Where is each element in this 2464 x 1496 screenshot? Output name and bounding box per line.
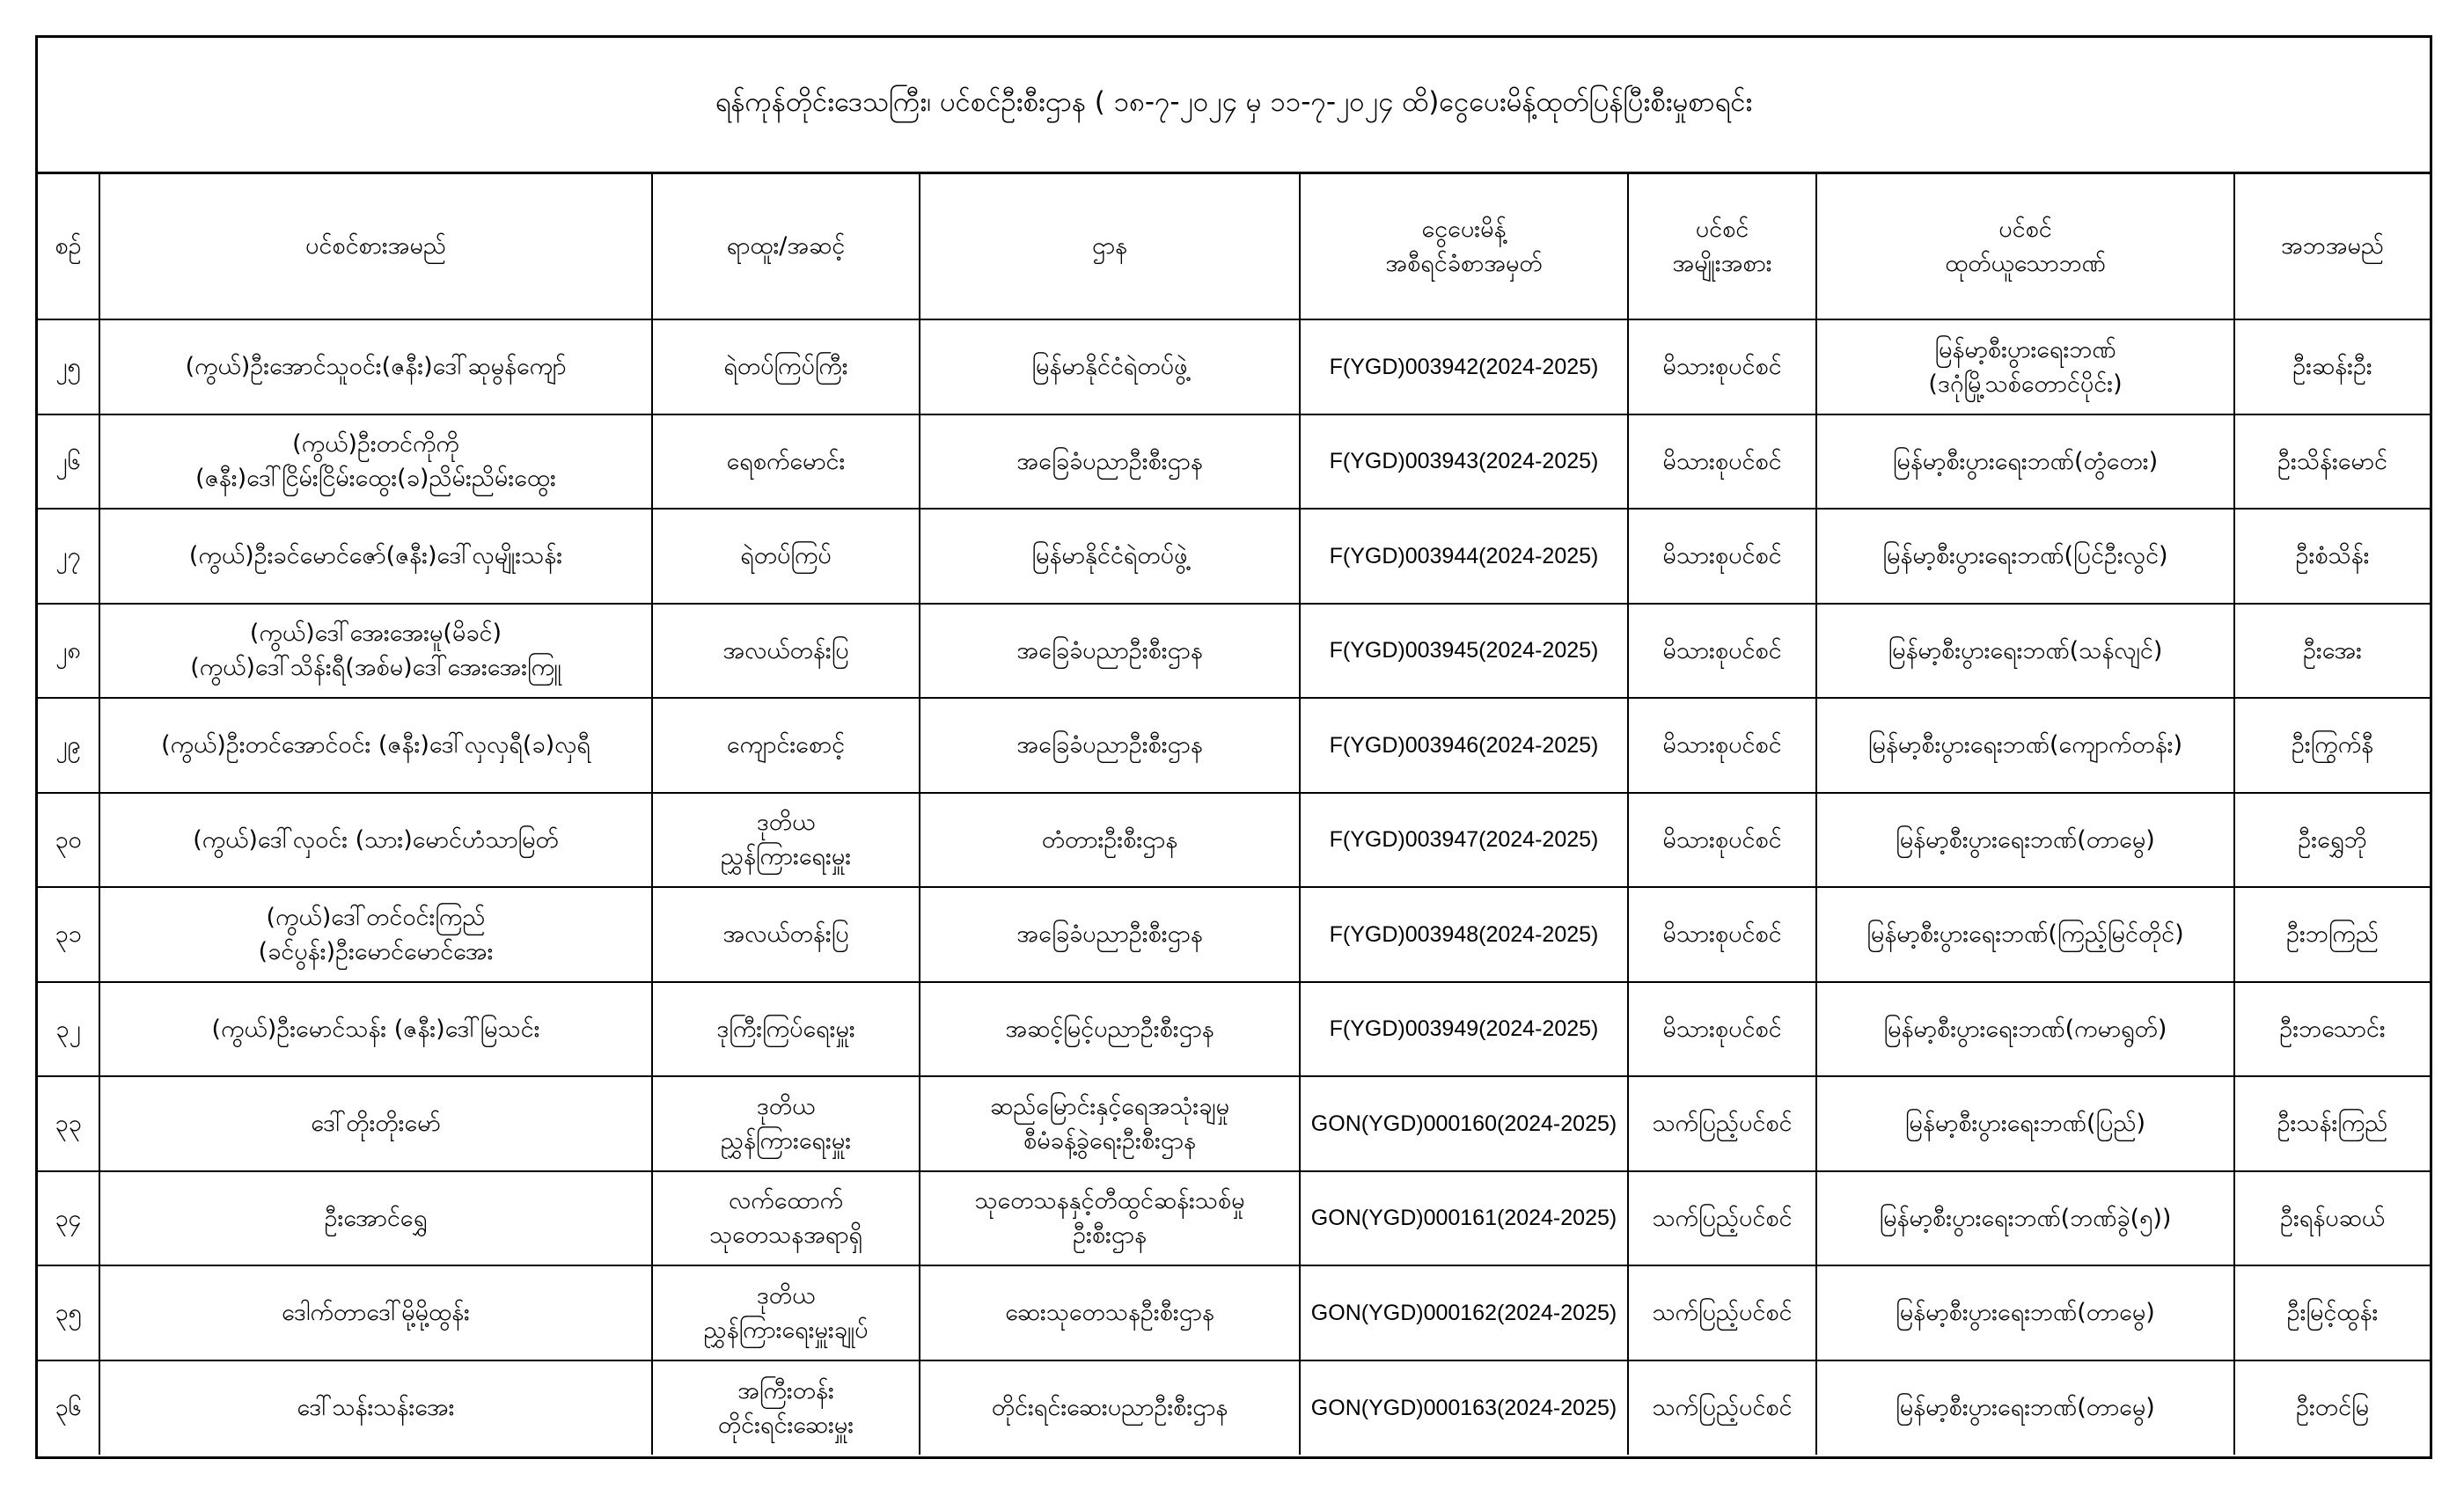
cell-bank xyxy=(1816,698,2234,793)
cell-department-line: စီမံခန့်ခွဲရေးဦးစီးဌာန xyxy=(1023,1126,1196,1155)
table-header-row xyxy=(38,174,2430,319)
cell-bank-line: မြန်မာ့စီးပွားရေးဘဏ် xyxy=(1934,335,2116,363)
cell-order-number: GON(YGD)000163(2024-2025) xyxy=(1300,1360,1628,1456)
cell-pensioner-name-line: (ကွယ်)ဦးမောင်သန်း (ဇနီး)ဒေါ်မြသင်း xyxy=(211,1015,540,1043)
cell-bank-line: မြန်မာ့စီးပွားရေးဘဏ်(ပြင်ဦးလွင်) xyxy=(1882,542,2168,570)
cell-bank xyxy=(1816,509,2234,604)
cell-rank-line: ဒုကြီးကြပ်ရေးမှူး xyxy=(716,1015,855,1043)
cell-rank xyxy=(652,319,920,414)
cell-pension-type: သက်ပြည့်ပင်စင် xyxy=(1628,1076,1816,1171)
cell-department xyxy=(920,1076,1300,1171)
cell-order-number: GON(YGD)000160(2024-2025) xyxy=(1300,1076,1628,1171)
cell-rank-line: ရဲတပ်ကြပ်ကြီး xyxy=(723,353,848,381)
cell-father-name: ဦးတင်မြ xyxy=(2234,1360,2430,1456)
cell-rank-line: အကြီးတန်း xyxy=(737,1376,834,1404)
cell-rank-line: ညွှန်ကြားရေးမှူးချုပ် xyxy=(703,1316,869,1344)
cell-rank xyxy=(652,1360,920,1456)
cell-father-name: ဦးမြင့်ထွန်း xyxy=(2234,1265,2430,1360)
cell-order-number: F(YGD)003946(2024-2025) xyxy=(1300,698,1628,793)
cell-pension-type: မိသားစုပင်စင် xyxy=(1628,509,1816,604)
cell-order-number: F(YGD)003945(2024-2025) xyxy=(1300,604,1628,699)
cell-department-line: အခြေခံပညာဦးစီးဌာန xyxy=(1016,447,1203,475)
cell-department xyxy=(920,793,1300,888)
table-body xyxy=(38,319,2430,1455)
header-name-line: ပင်စင်စားအမည် xyxy=(305,232,446,260)
cell-bank-line: မြန်မာ့စီးပွားရေးဘဏ်(တာမွေ) xyxy=(1896,1394,2155,1422)
cell-father-name: ဦးအေး xyxy=(2234,604,2430,699)
header-father-name xyxy=(2234,174,2430,319)
cell-rank xyxy=(652,1076,920,1171)
cell-rank-line: သုတေသနအရာရှိ xyxy=(708,1221,863,1250)
table-row xyxy=(38,1171,2430,1266)
cell-rank xyxy=(652,698,920,793)
cell-pension-type: မိသားစုပင်စင် xyxy=(1628,793,1816,888)
header-bank-line: ထုတ်ယူသောဘဏ် xyxy=(1945,250,2106,277)
cell-order-number: F(YGD)003944(2024-2025) xyxy=(1300,509,1628,604)
cell-bank xyxy=(1816,793,2234,888)
cell-pensioner-name-line: (ကွယ်)ဒေါ်အေးအေးမူ(မိခင်) xyxy=(249,620,502,648)
cell-department xyxy=(920,1171,1300,1266)
cell-no: ၃၂ xyxy=(38,982,99,1077)
cell-pensioner-name xyxy=(99,604,652,699)
cell-bank-line: မြန်မာ့စီးပွားရေးဘဏ်(တာမွေ) xyxy=(1896,825,2155,854)
cell-department-line: တံတားဦးစီးဌာန xyxy=(1041,825,1178,854)
cell-department-line: အခြေခံပညာဦးစီးဌာန xyxy=(1016,920,1203,949)
cell-order-number: F(YGD)003942(2024-2025) xyxy=(1300,319,1628,414)
cell-father-name: ဦးကြွက်နီ xyxy=(2234,698,2430,793)
cell-bank-line: မြန်မာ့စီးပွားရေးဘဏ်(ဘဏ်ခွဲ(၅)) xyxy=(1879,1204,2172,1232)
header-department xyxy=(920,174,1300,319)
cell-bank-line: မြန်မာ့စီးပွားရေးဘဏ်(တာမွေ) xyxy=(1896,1299,2155,1327)
cell-rank-line: တိုင်းရင်းဆေးမှူး xyxy=(717,1411,854,1439)
cell-rank xyxy=(652,887,920,982)
table-row xyxy=(38,887,2430,982)
header-no xyxy=(38,174,99,319)
cell-pensioner-name-line: (ခင်ပွန်း)ဦးမောင်မောင်အေး xyxy=(258,937,494,965)
cell-department-line: ဆည်မြောင်းနှင့်ရေအသုံးချမှု xyxy=(989,1092,1229,1120)
cell-pensioner-name-line: (ကွယ်)ဒေါ်တင်ဝင်းကြည် xyxy=(266,903,486,931)
table-row xyxy=(38,604,2430,699)
cell-department-line: သုတေသနနှင့်တီထွင်ဆန်းသစ်မှု xyxy=(974,1187,1245,1215)
cell-no: ၃၀ xyxy=(38,793,99,888)
cell-bank xyxy=(1816,1265,2234,1360)
cell-pensioner-name-line: (ကွယ်)ဒေါ်သိန်းရီ(အစ်မ)ဒေါ်အေးအေးကြူ xyxy=(190,654,561,682)
cell-no: ၂၅ xyxy=(38,319,99,414)
table-row xyxy=(38,1360,2430,1456)
cell-rank xyxy=(652,414,920,510)
cell-father-name: ဦးစံသိန်း xyxy=(2234,509,2430,604)
cell-pensioner-name-line: ဒေါ်တိုးတိုးမော် xyxy=(311,1110,441,1138)
cell-pension-type: မိသားစုပင်စင် xyxy=(1628,982,1816,1077)
cell-department-line: မြန်မာနိုင်ငံရဲတပ်ဖွဲ့ xyxy=(1031,353,1188,381)
cell-rank-line: ရေစက်မောင်း xyxy=(726,447,846,475)
pension-table xyxy=(38,174,2430,1455)
cell-rank xyxy=(652,982,920,1077)
cell-pensioner-name-line: ဦးအောင်ရွှေ xyxy=(324,1204,428,1232)
cell-rank-line: ရဲတပ်ကြပ် xyxy=(740,542,832,570)
cell-bank-line: မြန်မာ့စီးပွားရေးဘဏ်(ကမာရွတ်) xyxy=(1883,1015,2167,1043)
cell-pension-type: သက်ပြည့်ပင်စင် xyxy=(1628,1171,1816,1266)
cell-no: ၂၈ xyxy=(38,604,99,699)
cell-pensioner-name-line: (ကွယ်)ဦးခင်မောင်ဇော်(ဇနီး)ဒေါ်လှမျိုးသန်း xyxy=(188,542,563,570)
table-row xyxy=(38,414,2430,510)
header-rank-line: ရာထူး/အဆင့် xyxy=(726,232,846,260)
cell-rank xyxy=(652,1265,920,1360)
table-row xyxy=(38,982,2430,1077)
cell-bank-line: (ဒဂုံမြို့သစ်တောင်ပိုင်း) xyxy=(1928,370,2123,398)
header-order-number-line: ငွေပေးမိန့် xyxy=(1421,215,1507,243)
cell-pensioner-name xyxy=(99,509,652,604)
header-department-line: ဌာန xyxy=(1091,232,1128,260)
header-bank-line: ပင်စင် xyxy=(1998,215,2052,243)
cell-rank xyxy=(652,1171,920,1266)
cell-pension-type: သက်ပြည့်ပင်စင် xyxy=(1628,1265,1816,1360)
cell-pensioner-name-line: ဒေါက်တာဒေါ်မို့မို့ထွန်း xyxy=(282,1299,470,1327)
cell-father-name: ဦးဘသောင်း xyxy=(2234,982,2430,1077)
report-title-text: ရန်ကုန်တိုင်းဒေသကြီး၊ ပင်စင်ဦးစီးဌာန ( ၁၈-၇-၂၀၂၄ မှ ၁၁-၇-၂၀၂၄ ထိ)ငွေပေးမိန့်ထုတ်ပြန်ပြီးစီးမှုစာရင်း xyxy=(715,86,1753,118)
cell-father-name: ဦးဆန်းဦး xyxy=(2234,319,2430,414)
cell-no: ၃၃ xyxy=(38,1076,99,1171)
cell-department xyxy=(920,1265,1300,1360)
cell-pensioner-name xyxy=(99,982,652,1077)
cell-department xyxy=(920,887,1300,982)
cell-pensioner-name xyxy=(99,887,652,982)
cell-rank xyxy=(652,509,920,604)
header-name xyxy=(99,174,652,319)
header-order-number xyxy=(1300,174,1628,319)
cell-pension-type: မိသားစုပင်စင် xyxy=(1628,887,1816,982)
cell-pensioner-name-line: (ကွယ်)ဦးအောင်သူဝင်း(ဇနီး)ဒေါ်ဆုမွန်ကျော် xyxy=(185,353,567,381)
cell-department xyxy=(920,698,1300,793)
cell-no: ၃၅ xyxy=(38,1265,99,1360)
cell-order-number: F(YGD)003943(2024-2025) xyxy=(1300,414,1628,510)
cell-no: ၃၄ xyxy=(38,1171,99,1266)
cell-father-name: ဦးသန်းကြည် xyxy=(2234,1076,2430,1171)
cell-pensioner-name xyxy=(99,793,652,888)
cell-bank-line: မြန်မာ့စီးပွားရေးဘဏ်(ကြည့်မြင်တိုင်) xyxy=(1866,920,2184,949)
cell-pensioner-name xyxy=(99,1076,652,1171)
cell-pensioner-name xyxy=(99,319,652,414)
cell-pension-type: သက်ပြည့်ပင်စင် xyxy=(1628,1360,1816,1456)
cell-department-line: မြန်မာနိုင်ငံရဲတပ်ဖွဲ့ xyxy=(1031,542,1188,570)
table-row xyxy=(38,1265,2430,1360)
pension-report-sheet xyxy=(35,35,2432,1459)
cell-pensioner-name-line: (ကွယ်)ဦးတင်ကိုကို xyxy=(292,430,459,458)
cell-rank-line: ညွှန်ကြားရေးမှူး xyxy=(720,1126,852,1155)
cell-department-line: တိုင်းရင်းဆေးပညာဦးစီးဌာန xyxy=(991,1394,1228,1422)
cell-rank-line: ဒုတိယ xyxy=(756,1092,816,1120)
header-father-name-line: အဘအမည် xyxy=(2280,232,2385,260)
cell-no: ၂၆ xyxy=(38,414,99,510)
header-pension-type xyxy=(1628,174,1816,319)
cell-pensioner-name-line: (ကွယ်)ဒေါ်လှဝင်း (သား)မောင်ဟံသာမြတ် xyxy=(193,825,559,854)
cell-department-line: အဆင့်မြင့်ပညာဦးစီးဌာန xyxy=(1005,1015,1214,1043)
cell-no: ၂၉ xyxy=(38,698,99,793)
cell-pensioner-name xyxy=(99,698,652,793)
cell-bank xyxy=(1816,1171,2234,1266)
cell-department-line: ဦးစီးဌာန xyxy=(1073,1221,1147,1250)
cell-department xyxy=(920,982,1300,1077)
cell-bank xyxy=(1816,604,2234,699)
table-row xyxy=(38,319,2430,414)
cell-rank-line: ဒုတိယ xyxy=(756,809,816,837)
cell-father-name: ဦးဘကြည် xyxy=(2234,887,2430,982)
header-pension-type-line: ပင်စင် xyxy=(1695,215,1749,243)
table-row xyxy=(38,793,2430,888)
cell-pensioner-name xyxy=(99,1265,652,1360)
cell-father-name: ဦးသိန်းမောင် xyxy=(2234,414,2430,510)
cell-rank-line: ဒုတိယ xyxy=(756,1281,816,1309)
cell-pensioner-name xyxy=(99,414,652,510)
cell-order-number: GON(YGD)000161(2024-2025) xyxy=(1300,1171,1628,1266)
cell-rank-line: ကျောင်းစောင့် xyxy=(726,731,846,759)
cell-bank-line: မြန်မာ့စီးပွားရေးဘဏ်(သန်လျင်) xyxy=(1888,636,2163,664)
cell-rank xyxy=(652,793,920,888)
cell-pension-type: မိသားစုပင်စင် xyxy=(1628,414,1816,510)
cell-pension-type: မိသားစုပင်စင် xyxy=(1628,319,1816,414)
cell-bank xyxy=(1816,319,2234,414)
cell-department xyxy=(920,509,1300,604)
cell-bank xyxy=(1816,982,2234,1077)
header-bank xyxy=(1816,174,2234,319)
cell-department xyxy=(920,414,1300,510)
cell-pensioner-name xyxy=(99,1171,652,1266)
cell-no: ၂၇ xyxy=(38,509,99,604)
cell-pensioner-name-line: ဒေါ်သန်းသန်းအေး xyxy=(297,1394,455,1422)
cell-order-number: F(YGD)003948(2024-2025) xyxy=(1300,887,1628,982)
cell-father-name: ဦးရန်ပဆယ် xyxy=(2234,1171,2430,1266)
cell-rank xyxy=(652,604,920,699)
report-title xyxy=(38,38,2430,174)
header-pension-type-line: အမျိုးအစား xyxy=(1672,250,1772,277)
cell-bank xyxy=(1816,1360,2234,1456)
header-rank xyxy=(652,174,920,319)
cell-bank-line: မြန်မာ့စီးပွားရေးဘဏ်(တွံတေး) xyxy=(1892,447,2159,475)
cell-father-name: ဦးရွှေဘို xyxy=(2234,793,2430,888)
cell-order-number: GON(YGD)000162(2024-2025) xyxy=(1300,1265,1628,1360)
cell-pension-type: မိသားစုပင်စင် xyxy=(1628,604,1816,699)
cell-department-line: အခြေခံပညာဦးစီးဌာန xyxy=(1016,636,1203,664)
table-row xyxy=(38,1076,2430,1171)
cell-rank-line: အလယ်တန်းပြ xyxy=(722,920,849,949)
cell-bank xyxy=(1816,887,2234,982)
table-row xyxy=(38,698,2430,793)
cell-bank xyxy=(1816,414,2234,510)
cell-rank-line: အလယ်တန်းပြ xyxy=(722,636,849,664)
cell-pensioner-name-line: (ကွယ်)ဦးတင်အောင်ဝင်း (ဇနီး)ဒေါ်လှလှရီ(ခ)လှရီ xyxy=(161,731,590,759)
header-order-number-line: အစီရင်ခံစာအမှတ် xyxy=(1385,250,1543,277)
cell-department xyxy=(920,319,1300,414)
cell-bank-line: မြန်မာ့စီးပွားရေးဘဏ်(ပြည်) xyxy=(1904,1110,2146,1138)
cell-bank-line: မြန်မာ့စီးပွားရေးဘဏ်(ကျောက်တန်း) xyxy=(1867,731,2183,759)
header-no-line: စဉ် xyxy=(55,232,82,260)
table-row xyxy=(38,509,2430,604)
cell-department-line: အခြေခံပညာဦးစီးဌာန xyxy=(1016,731,1203,759)
cell-rank-line: လက်ထောက် xyxy=(728,1187,844,1215)
cell-pension-type: မိသားစုပင်စင် xyxy=(1628,698,1816,793)
cell-department xyxy=(920,604,1300,699)
cell-pensioner-name xyxy=(99,1360,652,1456)
cell-bank xyxy=(1816,1076,2234,1171)
cell-rank-line: ညွှန်ကြားရေးမှူး xyxy=(720,843,852,871)
cell-order-number: F(YGD)003947(2024-2025) xyxy=(1300,793,1628,888)
cell-department xyxy=(920,1360,1300,1456)
cell-department-line: ဆေးသုတေသနဦးစီးဌာန xyxy=(1005,1299,1214,1327)
cell-no: ၃၁ xyxy=(38,887,99,982)
cell-pensioner-name-line: (ဇနီး)ဒေါ်ငြိမ်းငြိမ်းထွေး(ခ)ညိမ်းညိမ်းထွေး xyxy=(195,465,556,493)
cell-no: ၃၆ xyxy=(38,1360,99,1456)
cell-order-number: F(YGD)003949(2024-2025) xyxy=(1300,982,1628,1077)
